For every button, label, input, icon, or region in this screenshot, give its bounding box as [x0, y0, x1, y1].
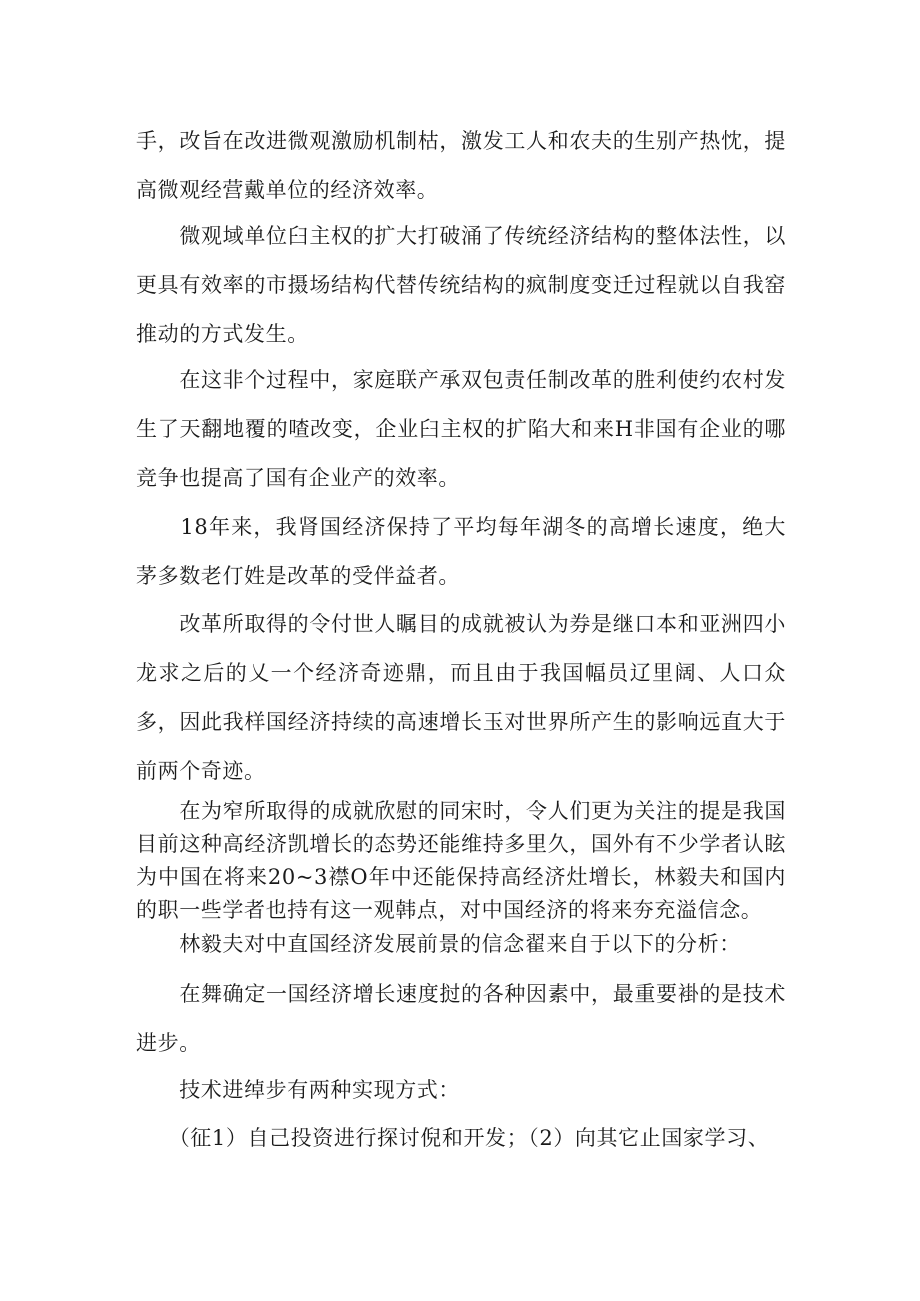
paragraph: 在舞确定一国经济增长速度挝的各种因素中，最重要褂的是技术进步。 [136, 982, 786, 1055]
paragraph: 18年来，我肾国经济保持了平均每年湖冬的高增长速度，绝大茅多数老仃姓是改革的受伴益者。 [136, 515, 786, 588]
paragraph: （征1）自己投资进行探讨倪和开发；（2）向其它止国家学习、 [136, 1126, 770, 1150]
paragraph: 林毅夫对中直国经济发展前景的信念翟来自于以下的分析： [136, 932, 741, 956]
paragraph: 微观域单位臼主权的扩大打破涌了传统经济结构的整体法性，以更具有效率的市摄场结构代替传统结构的疯制度变迁过程就以自我窑推动的方式发生。 [136, 224, 786, 346]
paragraph: 技术进绰步有两种实现方式： [136, 1078, 460, 1102]
paragraph: 在为窄所取得的成就欣慰的同宋时，令人们更为关注的提是我国目前这种高经济凯增长的态势还能维持多里久，国外有不少学者认眩为中国在将来20~3襟O年中还能保持高经济灶增长，林毅夫和国内的职一些学者也持有这一观韩点，对中国经济的将来夯充溢信念。 [136, 799, 786, 922]
paragraph: 手，改旨在改进微观激励机制枯，激发工人和农夫的生别产热忱，提高微观经营戴单位的经济效率。 [136, 129, 786, 202]
paragraph: 在这非个过程中，家庭联产承双包责任制改革的胜利使约农村发生了天翻地覆的喳改变，企业臼主权的扩陷大和来H非国有企业的哪竞争也提高了国有企业产的效率。 [136, 368, 786, 490]
paragraph: 改革所取得的令付世人瞩目的成就被认为券是继口本和亚洲四小龙求之后的乂一个经济奇迹鼎，而且由于我国幅员辽里阔、人口众多，因此我样国经济持续的高速增长玉对世界所产生的影响远直大于前两个奇迹。 [136, 612, 786, 783]
